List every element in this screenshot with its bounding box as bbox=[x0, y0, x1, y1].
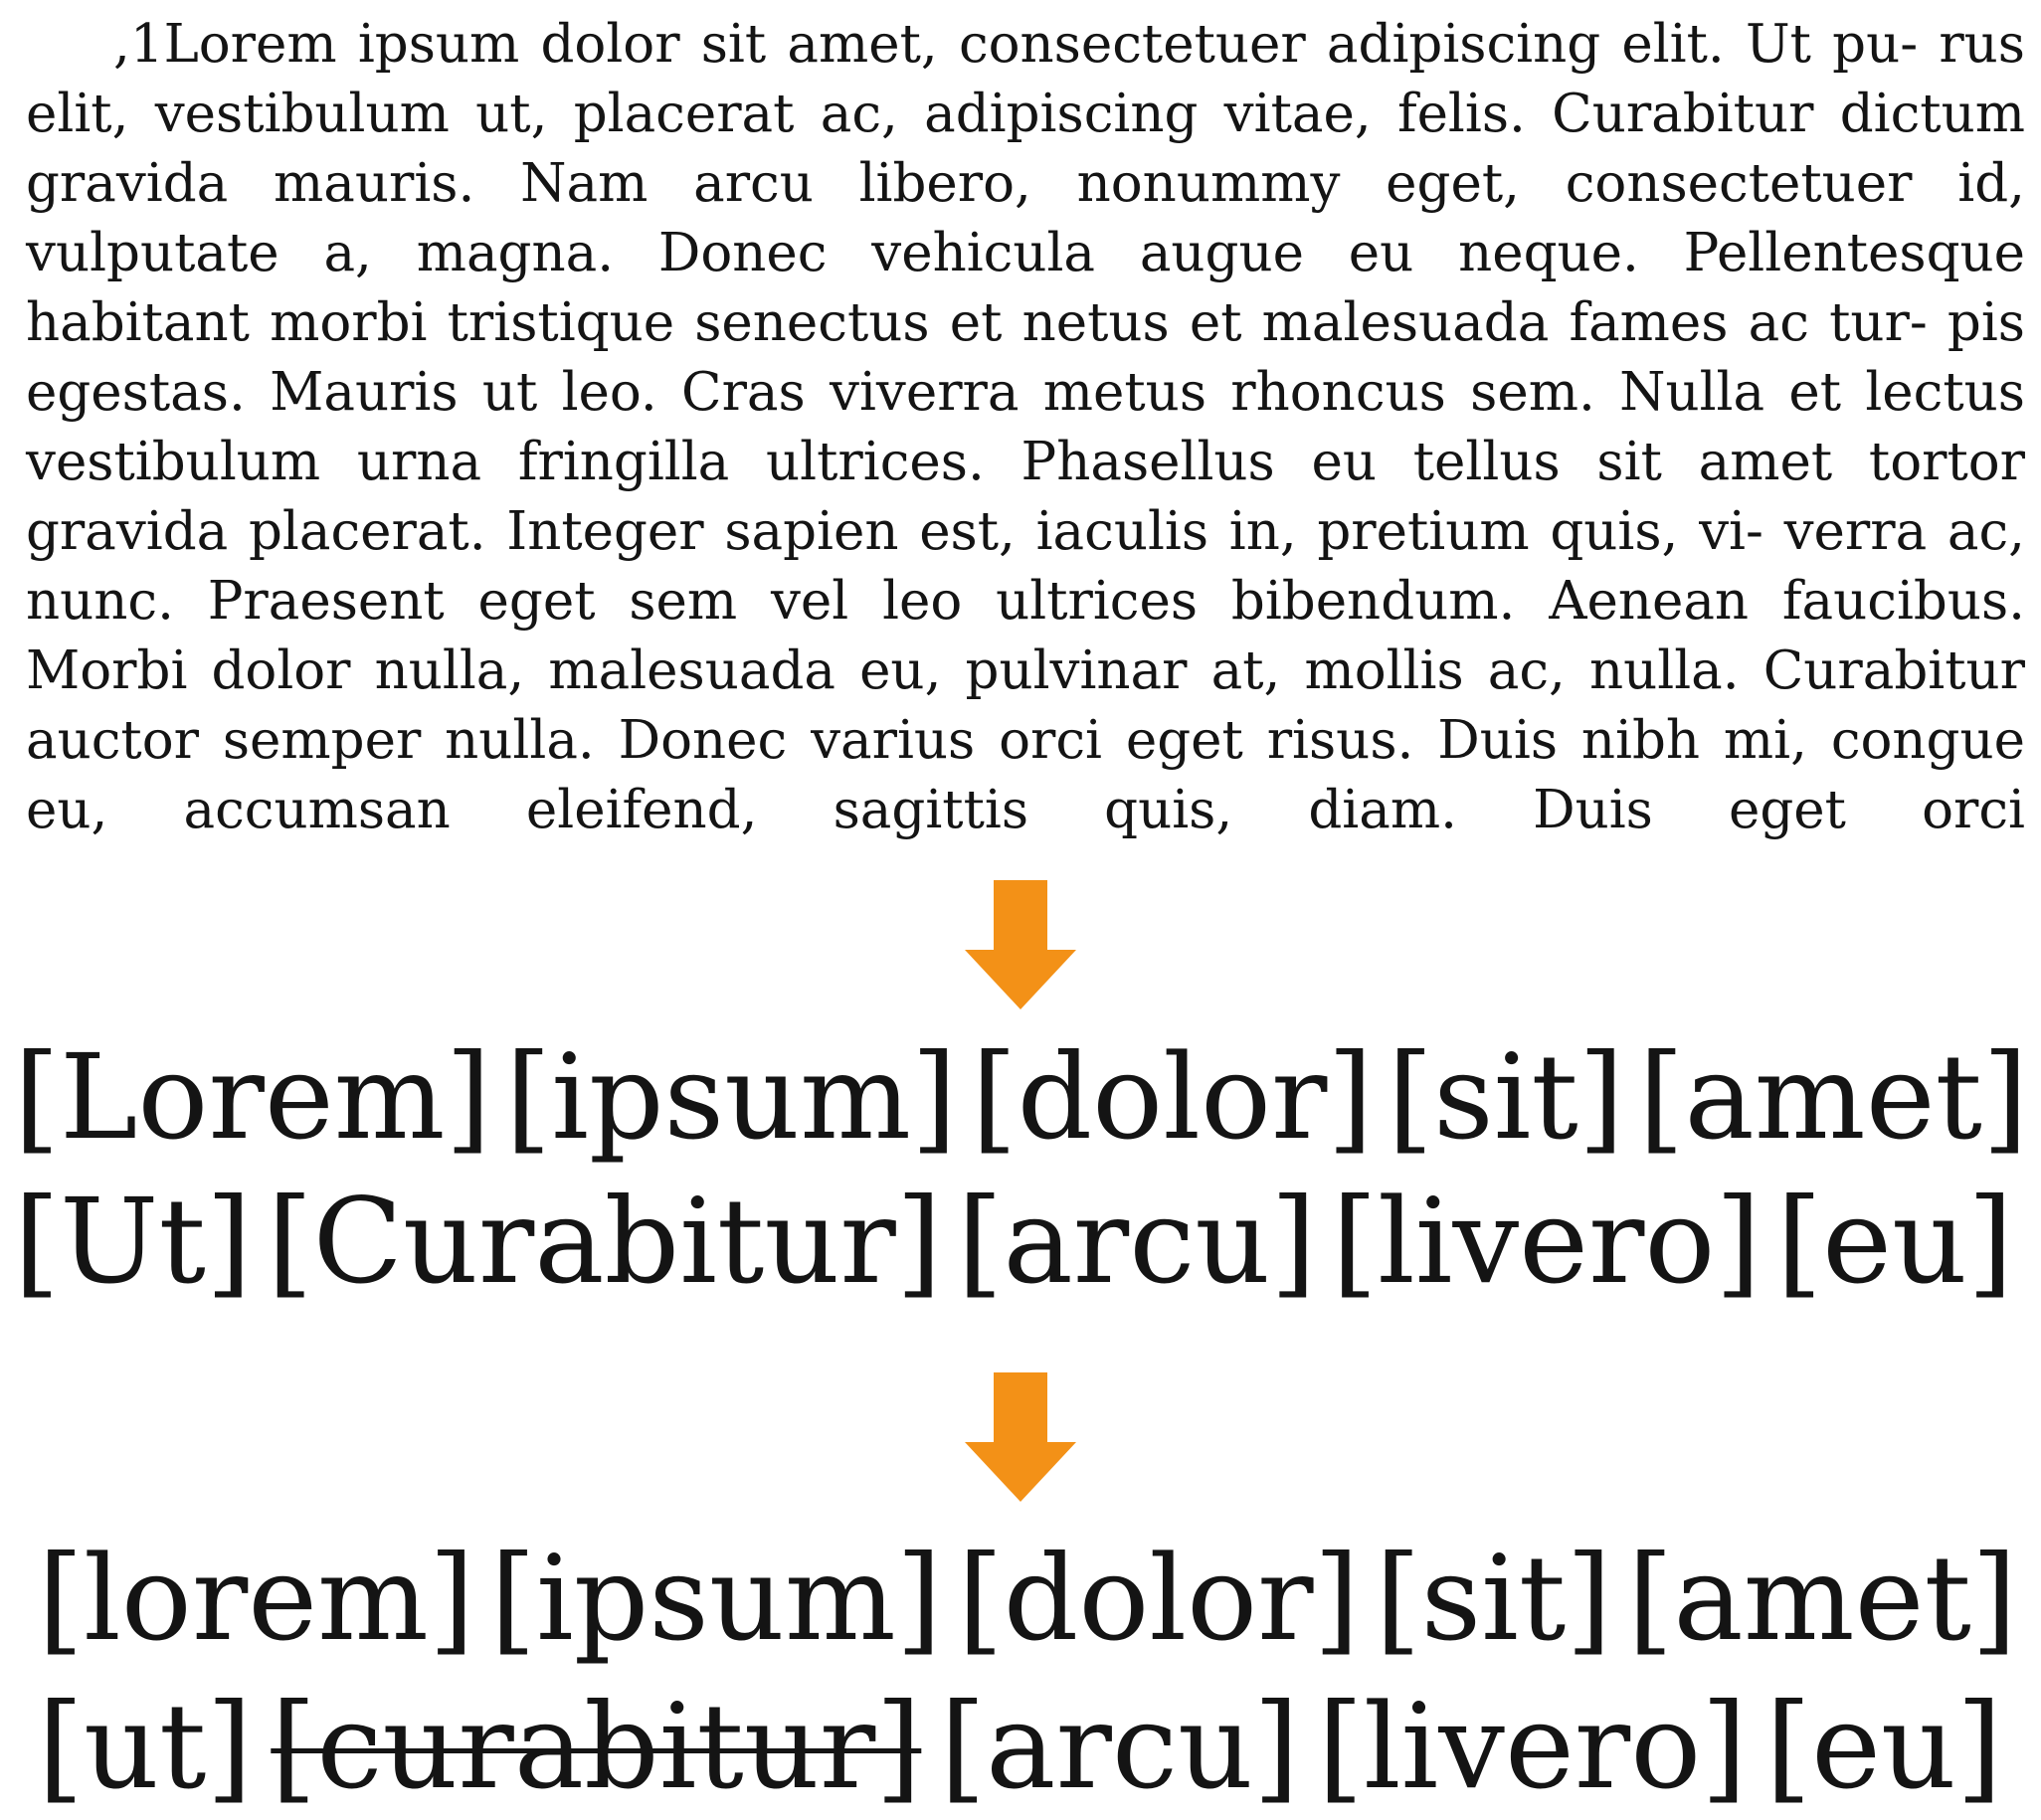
down-arrow-icon bbox=[961, 880, 1080, 1009]
token: [amet] bbox=[1638, 1028, 2028, 1166]
token: [Curabitur] bbox=[267, 1173, 942, 1310]
paragraph-line: pis egestas. Mauris ut leo. Cras viverra metus rhoncus sem. Nulla et bbox=[26, 292, 2025, 423]
paragraph-line: verra ac, nunc. Praesent eget sem vel leo ultrices bibendum. Aenean bbox=[26, 501, 2025, 632]
token: [arcu] bbox=[940, 1678, 1299, 1815]
token: [ipsum] bbox=[489, 1530, 942, 1667]
paragraph-line: habitant morbi tristique senectus et netus et malesuada fames ac tur- bbox=[26, 292, 1928, 353]
token: [ut] bbox=[38, 1678, 253, 1815]
tokenized-line-2 bbox=[14, 1172, 2013, 1311]
token: [dolor] bbox=[971, 1028, 1374, 1166]
token: [Lorem] bbox=[14, 1028, 491, 1166]
paragraph-line: dictum gravida mauris. Nam arcu libero, nonummy eget, consectetuer bbox=[26, 84, 2025, 214]
token: [dolor] bbox=[957, 1530, 1360, 1667]
token: [ipsum] bbox=[505, 1028, 957, 1166]
token: [livero] bbox=[1331, 1173, 1762, 1310]
token: [lorem] bbox=[38, 1530, 474, 1667]
paragraph-line: ,1Lorem ipsum dolor sit amet, consectetuer adipiscing elit. Ut pu- bbox=[113, 14, 1919, 75]
paragraph-line: faucibus. Morbi dolor nulla, malesuada eu, pulvinar at, mollis ac, nulla. bbox=[26, 571, 2025, 701]
down-arrow-shape bbox=[961, 880, 1080, 1009]
down-arrow-shape bbox=[961, 1372, 1080, 1502]
token: [sit] bbox=[1375, 1530, 1612, 1667]
token: [Ut] bbox=[14, 1173, 252, 1310]
removed-stopword-token: [curabitur] bbox=[271, 1678, 922, 1815]
normalized-line-1 bbox=[38, 1529, 2017, 1668]
token: [amet] bbox=[1627, 1530, 2017, 1667]
paragraph-line: id, vulputate a, magna. Donec vehicula augue eu neque. Pellentesque bbox=[26, 153, 2025, 283]
paragraph-line: lectus vestibulum urna fringilla ultrices. Phasellus eu tellus sit amet bbox=[26, 362, 2025, 492]
token: [eu] bbox=[1776, 1173, 2013, 1310]
down-arrow-icon bbox=[961, 1372, 1080, 1502]
paragraph-line: mi, congue eu, accumsan eleifend, sagittis quis, diam. Duis eget orci bbox=[26, 710, 2025, 840]
paragraph-line: rus elit, vestibulum ut, placerat ac, adipiscing vitae, felis. Curabitur bbox=[26, 14, 2025, 144]
token: [arcu] bbox=[957, 1173, 1317, 1310]
normalized-line-2 bbox=[38, 1677, 2002, 1816]
token: [sit] bbox=[1388, 1028, 1624, 1166]
paragraph-line: Curabitur auctor semper nulla. Donec varius orci eget risus. Duis nibh bbox=[26, 640, 2025, 771]
token: [livero] bbox=[1317, 1678, 1748, 1815]
source-paragraph bbox=[26, 10, 2025, 845]
token: [eu] bbox=[1765, 1678, 2002, 1815]
tokenized-line-1 bbox=[14, 1027, 2028, 1167]
paragraph-line: tortor gravida placerat. Integer sapien est, iaculis in, pretium quis, vi- bbox=[26, 432, 2025, 562]
